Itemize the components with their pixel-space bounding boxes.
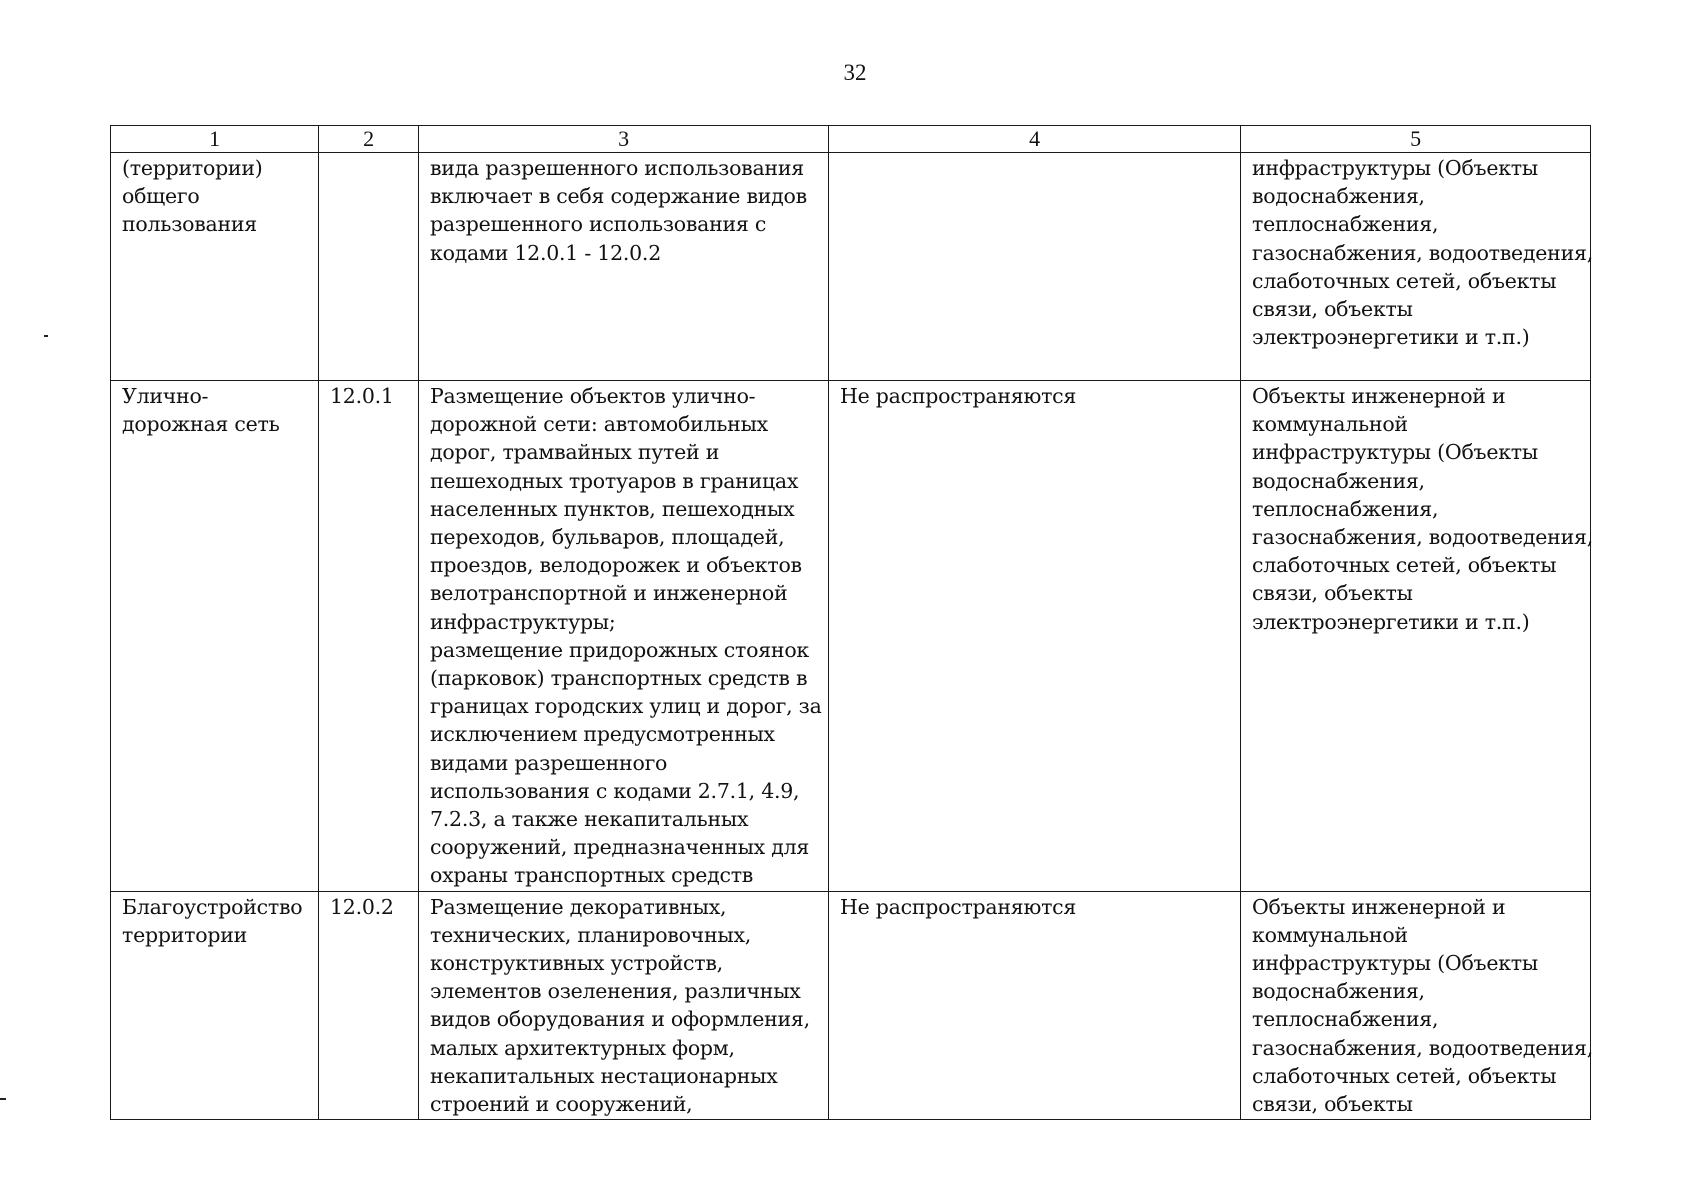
text-line: охраны транспортных средств <box>430 863 754 888</box>
text-line: электроэнергетики и т.п.) <box>1252 609 1530 634</box>
text-line: населенных пунктов, пешеходных <box>430 496 795 521</box>
scan-speck <box>0 1098 6 1100</box>
text-line: Улично- <box>122 384 209 408</box>
text-line: Объекты инженерной и <box>1252 894 1506 919</box>
text-line: коммунальной <box>1252 412 1408 437</box>
text-line: коммунальной <box>1252 922 1408 947</box>
text-line: теплоснабжения, <box>1252 212 1439 237</box>
description-cell <box>419 381 829 892</box>
text-line: (территории) <box>122 156 263 180</box>
parameters-cell <box>829 153 1241 381</box>
text-line: использования с кодами 2.7.1, 4.9, <box>430 778 800 803</box>
code-cell <box>319 153 419 381</box>
text-line: инфраструктуры; <box>430 609 616 634</box>
text-line: элементов озеленения, различных <box>430 979 801 1004</box>
auxiliary-uses-cell <box>1241 381 1591 892</box>
land-use-name-cell <box>111 891 319 1120</box>
text-line: слаботочных сетей, объекты <box>1252 553 1557 578</box>
text-line: связи, объекты <box>1252 1092 1413 1117</box>
text-line: водоснабжения, <box>1252 184 1425 209</box>
text-line: кодами 12.0.1 - 12.0.2 <box>430 240 661 265</box>
text-line: разрешенного использования с <box>430 212 767 237</box>
text-line: 7.2.3, а также некапитальных <box>430 807 749 832</box>
page-number: 32 <box>843 60 867 85</box>
text-line: (парковок) транспортных средств в <box>430 666 808 691</box>
column-header-5: 5 <box>1241 126 1591 153</box>
text-line: пешеходных тротуаров в границах <box>430 468 799 493</box>
text-line: дорожная сеть <box>122 412 280 437</box>
text-line: инфраструктуры (Объекты <box>1252 951 1538 976</box>
text-line: включает в себя содержание видов <box>430 184 807 209</box>
table-row <box>111 381 1591 892</box>
auxiliary-uses-cell <box>1241 891 1591 1120</box>
text-line: газоснабжения, водоотведения, <box>1252 525 1593 550</box>
table-row <box>111 153 1591 381</box>
text-line: малых архитектурных форм, <box>430 1035 735 1060</box>
text-line: дорог, трамвайных путей и <box>430 440 720 465</box>
text-line: видов оборудования и оформления, <box>430 1007 810 1032</box>
text-line: Объекты инженерной и <box>1252 384 1506 408</box>
text-line: видами разрешенного <box>430 750 668 775</box>
land-use-name-cell <box>111 153 319 381</box>
column-header-1: 1 <box>111 126 319 153</box>
text-line: инфраструктуры (Объекты <box>1252 440 1538 465</box>
text-line: технических, планировочных, <box>430 922 752 947</box>
text-line: строений и сооружений, <box>430 1092 693 1117</box>
column-header-4: 4 <box>829 126 1241 153</box>
table-row <box>111 891 1591 1120</box>
column-header-2: 2 <box>319 126 419 153</box>
text-line: теплоснабжения, <box>1252 496 1439 521</box>
text-line: пользования <box>122 212 257 237</box>
auxiliary-uses-cell <box>1241 153 1591 381</box>
text-line: проездов, велодорожек и объектов <box>430 553 802 578</box>
text-line: связи, объекты <box>1252 297 1413 322</box>
text-line: исключением предусмотренных <box>430 722 775 747</box>
text-line: газоснабжения, водоотведения, <box>1252 240 1593 265</box>
text-line: слаботочных сетей, объекты <box>1252 268 1557 293</box>
text-line: электроэнергетики и т.п.) <box>1252 325 1530 350</box>
text-line: границах городских улиц и дорог, за <box>430 694 822 719</box>
description-cell <box>419 153 829 381</box>
text-line: водоснабжения, <box>1252 468 1425 493</box>
text-line: слаботочных сетей, объекты <box>1252 1063 1557 1088</box>
code-cell: 12.0.2 <box>319 891 419 1120</box>
text-line: территории <box>122 922 248 947</box>
text-line: конструктивных устройств, <box>430 951 723 976</box>
text-line: некапитальных нестационарных <box>430 1063 778 1088</box>
parameters-cell: Не распространяются <box>829 891 1241 1120</box>
text-line: вида разрешенного использования <box>430 156 804 180</box>
text-line: общего <box>122 184 200 209</box>
text-line: теплоснабжения, <box>1252 1007 1439 1032</box>
text-line: газоснабжения, водоотведения, <box>1252 1035 1593 1060</box>
column-header-3: 3 <box>419 126 829 153</box>
header-row <box>111 126 1591 153</box>
land-use-name-cell <box>111 381 319 892</box>
text-line: переходов, бульваров, площадей, <box>430 525 785 550</box>
code-cell: 12.0.1 <box>319 381 419 892</box>
text-line: инфраструктуры (Объекты <box>1252 156 1538 180</box>
text-line: велотранспортной и инженерной <box>430 581 788 606</box>
scan-speck <box>44 335 48 337</box>
description-cell <box>419 891 829 1120</box>
parameters-cell: Не распространяются <box>829 381 1241 892</box>
text-line: Благоустройство <box>122 894 303 919</box>
text-line: связи, объекты <box>1252 581 1413 606</box>
text-line: размещение придорожных стоянок <box>430 637 809 662</box>
text-line: Размещение декоративных, <box>430 894 727 919</box>
text-line: Размещение объектов улично- <box>430 384 756 408</box>
text-line: сооружений, предназначенных для <box>430 835 810 860</box>
text-line: дорожной сети: автомобильных <box>430 412 768 437</box>
text-line: водоснабжения, <box>1252 979 1425 1004</box>
land-use-table <box>110 125 1591 1120</box>
